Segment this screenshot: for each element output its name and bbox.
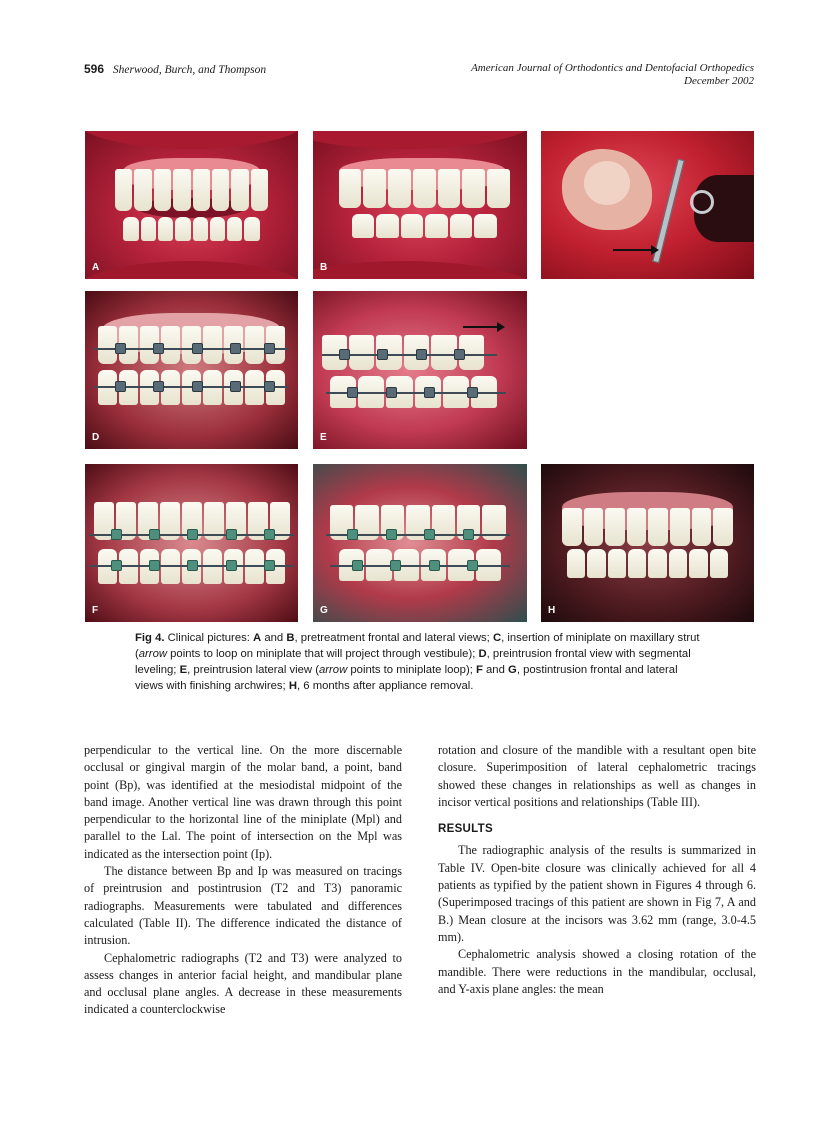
panel-label-b: B (320, 262, 328, 273)
photo-panel-c (541, 131, 754, 279)
running-authors: Sherwood, Burch, and Thompson (112, 64, 267, 76)
figure-blank-cell (541, 291, 754, 449)
photo-panel-d (85, 291, 298, 449)
paragraph: The distance between Bp and Ip was measured on tracings of preintrusion and postintrusion (T2 and T3) panoramic radiographs. Measurements were tabulated and differences calculated (Table II). The difference indicated the distance of intrusion. (84, 864, 402, 948)
caption-lead: Fig 4. (135, 632, 165, 644)
photo-panel-f (85, 464, 298, 622)
photo-panel-e (313, 291, 527, 449)
journal-title: American Journal of Orthodontics and Dentofacial Orthopedics (471, 62, 754, 74)
photo-panel-a (85, 131, 298, 279)
running-header-left (84, 62, 266, 76)
arrow-icon (463, 326, 499, 328)
journal-issue: December 2002 (684, 75, 754, 87)
photo-panel-h (541, 464, 754, 622)
paragraph: The radiographic analysis of the results is summarized in Table IV. Open-bite closure was clinically achieved for all 4 patients as typified by the patient shown in Figures 4 through 6. (Superimposed tracings of this patient are shown in Fig 7, A and B.) Mean closure at the incisors was 3.62 mm (range, 3.0-4.5 mm). (438, 843, 756, 944)
photo-panel-g (313, 464, 527, 622)
panel-label-a: A (92, 262, 100, 273)
paragraph: rotation and closure of the mandible with a resultant open bite closure. Superimposition of lateral cephalometric tracings showed these changes in relationships as well as changes in incisor vertical positions and relationships (Table III). (438, 743, 756, 809)
paragraph: Cephalometric analysis showed a closing rotation of the mandible. There were reductions in the mandibular, occlusal, and Y-axis plane angles: the mean (438, 947, 756, 996)
arrow-icon (613, 249, 653, 251)
paragraph: perpendicular to the vertical line. On the more discernable occlusal or gingival margin of the molar band, a point, band point (Bp), was identified at the mesiodistal midpoint of the band image. Another vertical line was drawn through this point perpendicular to the horizontal line of the miniplate (Mpl) and parallel to the Lal. The point of intersection on the Mpl was indicated as the intersection point (Ip). (84, 743, 402, 861)
page-number: 596 (84, 62, 105, 76)
photo-panel-b (313, 131, 527, 279)
paragraph: Cephalometric radiographs (T2 and T3) were analyzed to assess changes in anterior facial height, and mandibular plane and occlusal plane angles. A decrease in these measurements indicated a counterclockwise (84, 950, 402, 1017)
panel-label-h: H (548, 605, 556, 616)
panel-label-e: E (320, 432, 327, 443)
panel-label-g: G (320, 605, 328, 616)
panel-label-f: F (92, 605, 99, 616)
section-heading-results: RESULTS (438, 823, 493, 836)
running-header-right (471, 62, 754, 88)
body-column-left (84, 742, 402, 1019)
panel-label-d: D (92, 432, 100, 443)
figure-caption: Fig 4. Clinical pictures: A and B, pretreatment frontal and lateral views; C, insertion of miniplate on maxillary strut (arrow points to loop on miniplate that will project through vestibule); D, preintrusion frontal view with segmental leveling; E, preintrusion lateral view (arrow points to miniplate loop); F and G, postintrusion frontal and lateral views with finishing archwires; H, 6 months after appliance removal. (135, 632, 700, 692)
arrow-head-icon (651, 245, 659, 255)
body-column-right (438, 742, 756, 998)
arrow-head-icon (497, 322, 505, 332)
